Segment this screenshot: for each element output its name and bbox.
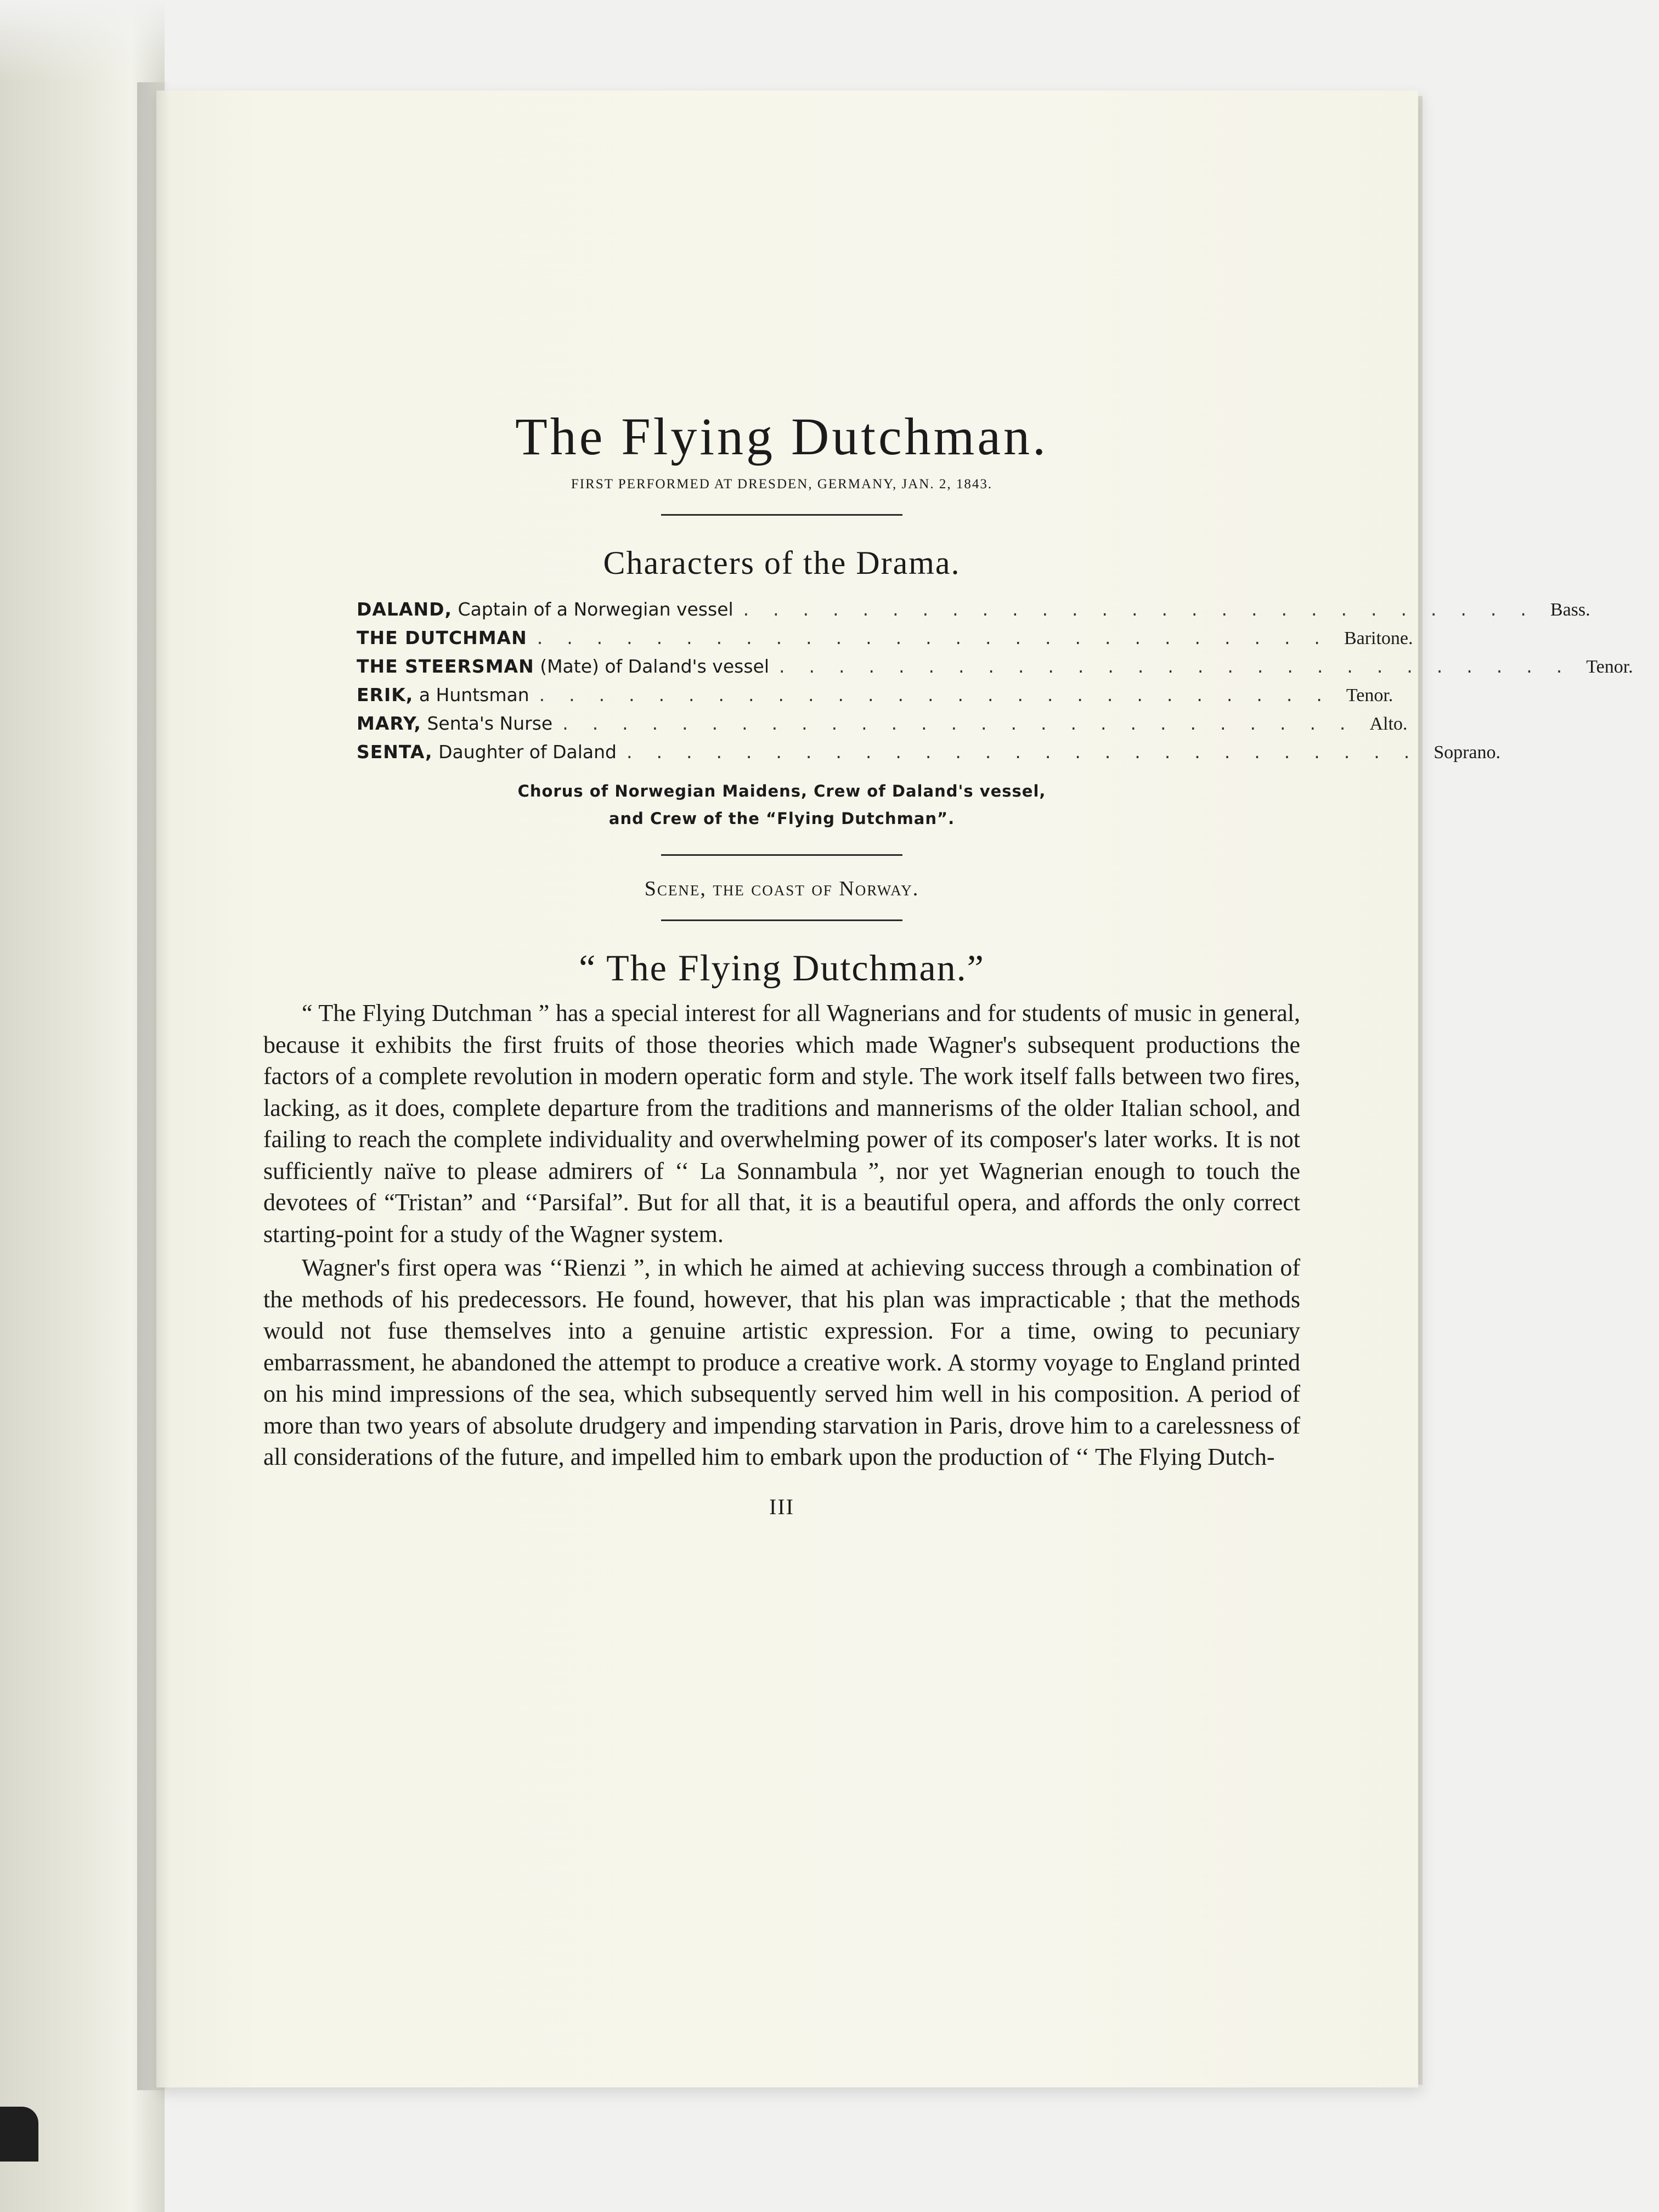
leader-dots: ........................... bbox=[537, 627, 1344, 648]
leader-dots: ........................... bbox=[562, 713, 1370, 734]
opera-title: The Flying Dutchman. bbox=[515, 407, 1048, 466]
cast-voice: Soprano. bbox=[1434, 742, 1501, 763]
cast-name: SENTA, bbox=[357, 741, 433, 763]
facing-page-curl bbox=[0, 0, 165, 82]
leader-dots: ........................... bbox=[743, 599, 1550, 620]
cast-role bbox=[357, 627, 527, 648]
body-paragraph: “ The Flying Dutchman ” has a special interest for all Wagnerians and for students of music in general, because it exhibits the first fruits of those theories which made Wagner's subsequent productions the factors of a complete revolution in modern operatic form and style. The work itself falls between two fires, lacking, as it does, complete departure from the traditions and mannerisms of the older Italian school, and failing to reach the complete individuality and overwhelming power of its composer's later works. It is not sufficiently naïve to please admirers of ‘‘ La Sonnambula ”, nor yet Wagnerian enough to touch the devotees of “Tristan” and ‘‘Parsifal”. But for all that, it is a beautiful opera, and affords the only correct starting-point for a study of the Wagner system. bbox=[263, 1000, 1300, 1248]
cast-role bbox=[357, 741, 617, 763]
binding-shadow bbox=[137, 82, 170, 2090]
cast-description: (Mate) of Daland's vessel bbox=[534, 656, 769, 677]
cast-description: Senta's Nurse bbox=[421, 713, 553, 734]
cast-role bbox=[357, 656, 769, 677]
chorus-line: Chorus of Norwegian Maidens, Crew of Daland's vessel, bbox=[517, 782, 1046, 800]
cast-description: a Huntsman bbox=[413, 684, 529, 706]
scene-note: Scene, the coast of Norway. bbox=[644, 877, 919, 900]
cast-name: THE STEERSMAN bbox=[357, 656, 534, 677]
cast-row bbox=[357, 741, 1501, 770]
cast-name: THE DUTCHMAN bbox=[357, 627, 527, 648]
cast-voice: Tenor. bbox=[1586, 657, 1633, 677]
cast-role bbox=[357, 599, 733, 620]
divider-rule bbox=[661, 919, 902, 921]
cast-voice: Tenor. bbox=[1346, 685, 1393, 706]
divider-rule bbox=[661, 514, 902, 516]
cast-row bbox=[357, 684, 1393, 713]
cast-row bbox=[357, 599, 1590, 627]
cast-description: Captain of a Norwegian vessel bbox=[452, 599, 733, 620]
characters-heading: Characters of the Drama. bbox=[603, 545, 961, 581]
cast-description: Daughter of Daland bbox=[432, 741, 617, 763]
leader-dots: ........................... bbox=[779, 656, 1587, 677]
leader-dots: ........................... bbox=[539, 684, 1346, 706]
cast-list bbox=[357, 599, 1633, 770]
cast-row bbox=[357, 713, 1408, 741]
cast-role bbox=[357, 684, 529, 706]
chorus-line: and Crew of the “Flying Dutchman”. bbox=[608, 809, 955, 828]
cast-row bbox=[357, 627, 1413, 656]
cast-row bbox=[357, 656, 1633, 684]
cast-name: ERIK, bbox=[357, 684, 414, 706]
cast-voice: Baritone. bbox=[1344, 628, 1413, 648]
cast-role bbox=[357, 713, 552, 734]
chorus-note bbox=[263, 777, 1300, 832]
body-paragraph: Wagner's first opera was ‘‘Rienzi ”, in which he aimed at achieving success through a combination of the methods of his predecessors. He found, however, that his plan was impracticable ; that the methods would not fuse themselves into a genuine artistic expression. For a time, owing to pecuniary embarrassment, he abandoned the attempt to produce a creative work. A stormy voyage to England printed on his mind impressions of the sea, which subsequently served him well in his composition. A period of more than two years of absolute drudgery and impending starvation in Paris, drove him to a carelessness of all considerations of the future, and impelled him to embark upon the production of ‘‘ The Flying Dutch- bbox=[263, 1254, 1300, 1470]
leader-dots: ........................... bbox=[626, 741, 1434, 763]
page-content bbox=[263, 384, 1633, 1520]
book-cover-corner bbox=[0, 2107, 38, 2162]
cast-name: MARY, bbox=[357, 713, 421, 734]
page-edge bbox=[1418, 96, 1423, 2085]
divider-rule bbox=[661, 854, 902, 856]
page-number: III bbox=[769, 1494, 794, 1519]
cast-voice: Bass. bbox=[1550, 600, 1590, 620]
cast-voice: Alto. bbox=[1369, 714, 1408, 734]
cast-name: DALAND, bbox=[357, 599, 453, 620]
article-heading: “ The Flying Dutchman.” bbox=[579, 947, 985, 989]
premiere-note: FIRST PERFORMED AT DRESDEN, GERMANY, JAN. 2, 1843. bbox=[571, 477, 993, 492]
